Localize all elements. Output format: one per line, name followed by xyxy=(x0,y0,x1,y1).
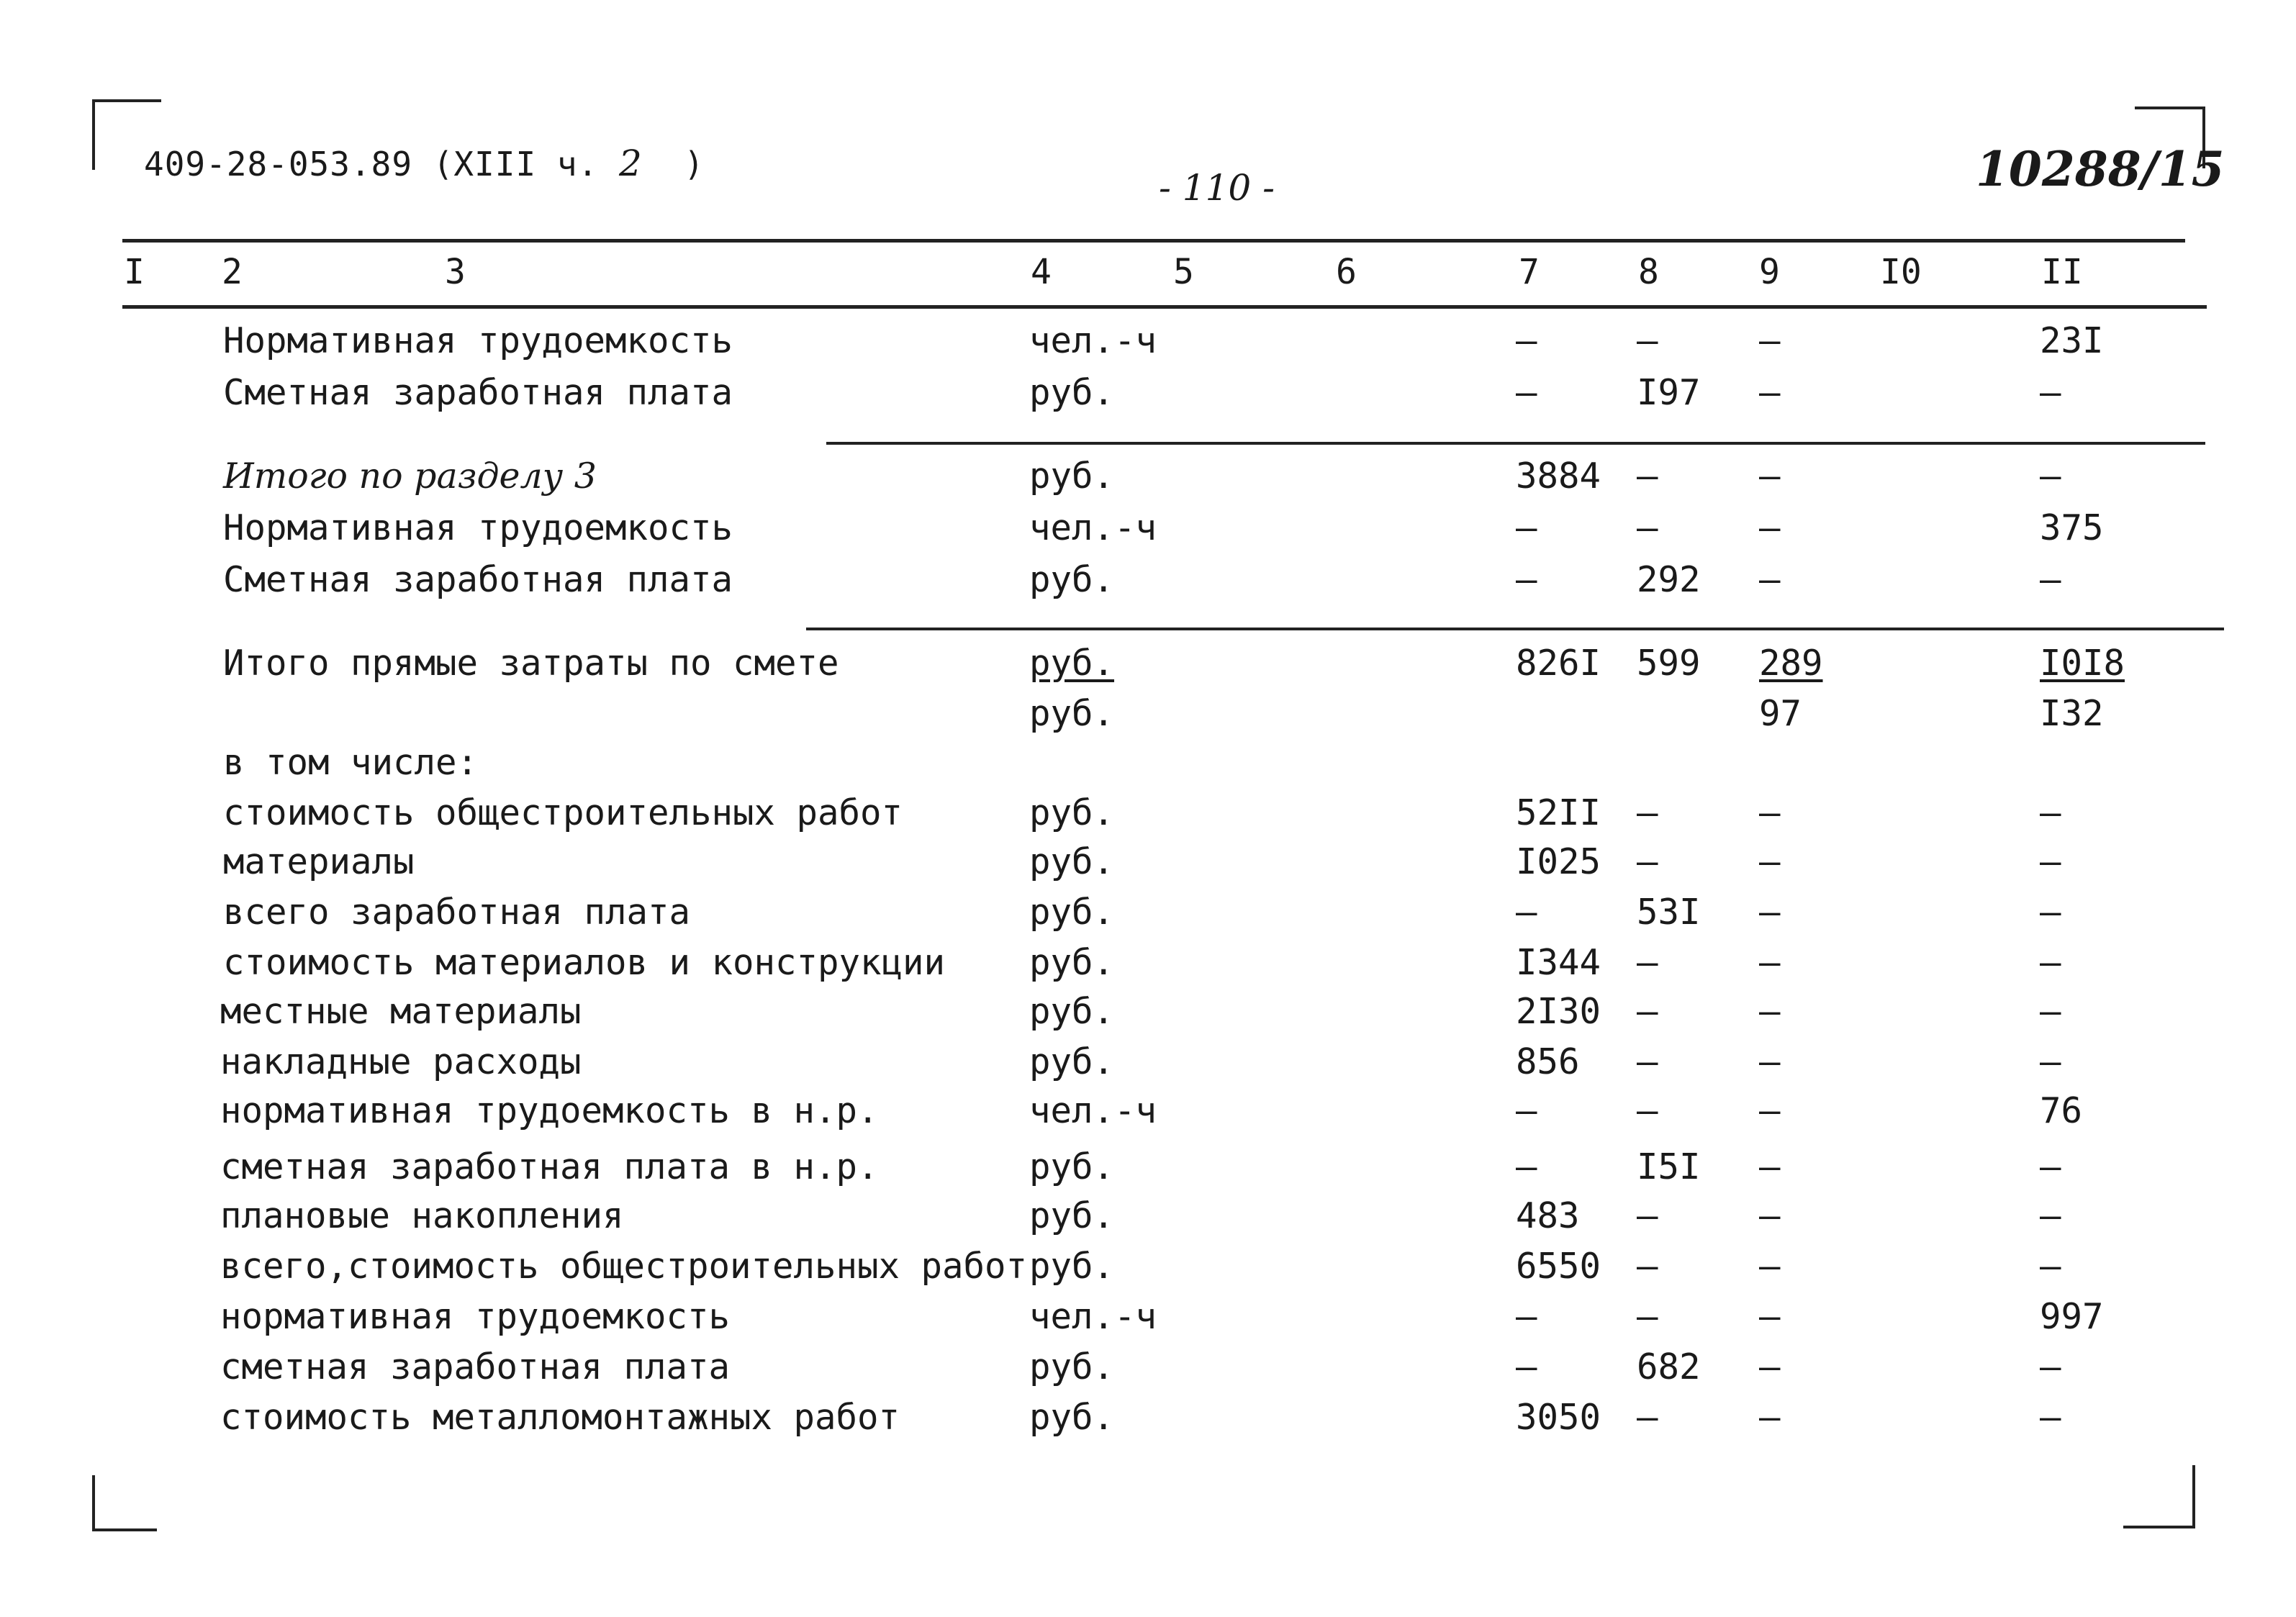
row-unit: руб. xyxy=(1029,892,1115,933)
sheet-reference: 10288/15 xyxy=(1976,141,2225,197)
row-col9: – xyxy=(1759,1246,1781,1287)
row-col7: 856 xyxy=(1516,1041,1580,1082)
row-unit: руб. xyxy=(1029,942,1115,983)
row-col11: – xyxy=(2040,1146,2061,1187)
document-part: 2 xyxy=(618,142,643,184)
row-name: всего заработная плата xyxy=(223,892,691,933)
row-col8: I5I xyxy=(1637,1146,1701,1187)
page-number: - 110 - xyxy=(1159,167,1275,209)
row-unit: руб. xyxy=(1029,1041,1115,1082)
column-heading-10: I0 xyxy=(1880,252,1922,292)
column-heading-7: 7 xyxy=(1519,252,1540,292)
row-col8: 53I xyxy=(1637,892,1701,933)
row-col7: 6550 xyxy=(1516,1246,1601,1287)
corner-mark-top-right xyxy=(2135,107,2205,109)
corner-mark-bottom-right-vertical xyxy=(2192,1465,2195,1527)
row-col7: – xyxy=(1516,507,1537,548)
row-col9: – xyxy=(1759,792,1781,833)
document-code-close: ) xyxy=(684,145,705,184)
row-name: стоимость металломонтажных работ xyxy=(220,1397,900,1438)
row-col9: – xyxy=(1759,892,1781,933)
row-col11: – xyxy=(2040,1246,2061,1287)
row-col7: – xyxy=(1516,1146,1537,1187)
row-col11: 76 xyxy=(2040,1090,2083,1131)
row-unit: руб. xyxy=(1029,991,1115,1032)
row-col7: – xyxy=(1516,1346,1537,1387)
row-col9: – xyxy=(1759,1397,1781,1438)
row-col11: – xyxy=(2040,372,2061,413)
row-col7: 2I30 xyxy=(1516,991,1601,1032)
row-name: материалы xyxy=(223,841,415,882)
row-unit: чел.-ч xyxy=(1029,1090,1157,1131)
row-name: Нормативная трудоемкость xyxy=(223,507,733,548)
row-col7: – xyxy=(1516,1090,1537,1131)
row-col8: – xyxy=(1637,507,1658,548)
row-col7: 3050 xyxy=(1516,1397,1601,1438)
row-col11: – xyxy=(2040,792,2061,833)
row-col7: – xyxy=(1516,372,1537,413)
header-top-rule xyxy=(122,239,2185,243)
row-col11: 997 xyxy=(2040,1296,2104,1337)
row-col9: – xyxy=(1759,991,1781,1032)
row-col7: I025 xyxy=(1516,841,1601,882)
row-col9: – xyxy=(1759,1090,1781,1131)
row-col9: – xyxy=(1759,1346,1781,1387)
row-unit: руб. xyxy=(1029,372,1115,413)
row-col8: – xyxy=(1637,942,1658,983)
row-col9: – xyxy=(1759,320,1781,361)
row-name: местные материалы xyxy=(220,991,582,1032)
row-col9: – xyxy=(1759,456,1781,497)
row-col11: – xyxy=(2040,559,2061,600)
row-unit: руб. xyxy=(1029,693,1115,734)
row-col7: – xyxy=(1516,559,1537,600)
row-col11: 375 xyxy=(2040,507,2104,548)
corner-mark-bottom-left xyxy=(92,1528,157,1531)
row-col9: – xyxy=(1759,507,1781,548)
row-name: плановые накопления xyxy=(220,1195,624,1236)
row-col9: – xyxy=(1759,1296,1781,1337)
row-col11: – xyxy=(2040,841,2061,882)
row-col8: – xyxy=(1637,1296,1658,1337)
row-name: Сметная заработная плата xyxy=(223,559,733,600)
column-heading-9: 9 xyxy=(1759,252,1780,292)
row-col8: – xyxy=(1637,991,1658,1032)
row-name: в том числе: xyxy=(223,742,479,783)
row-col9: – xyxy=(1759,1146,1781,1187)
row-unit: чел.-ч xyxy=(1029,320,1157,361)
row-col8: 682 xyxy=(1637,1346,1701,1387)
row-col8: – xyxy=(1637,1195,1658,1236)
row-unit: чел.-ч xyxy=(1029,507,1157,548)
column-heading-1: I xyxy=(124,252,145,292)
row-col11: – xyxy=(2040,1346,2061,1387)
row-col9: – xyxy=(1759,942,1781,983)
row-name: всего,стоимость общестроительных работ xyxy=(220,1246,1028,1287)
column-heading-11: II xyxy=(2041,252,2083,292)
row-col9: – xyxy=(1759,559,1781,600)
row-name: нормативная трудоемкость xyxy=(220,1296,731,1337)
row-col11: – xyxy=(2040,1195,2061,1236)
row-unit: руб. xyxy=(1029,1246,1115,1287)
row-col8: – xyxy=(1637,1397,1658,1438)
row-unit: руб. xyxy=(1029,1195,1115,1236)
row-col7: 483 xyxy=(1516,1195,1580,1236)
row-col11: 23I xyxy=(2040,320,2104,361)
row-col11: I0I8 xyxy=(2040,643,2125,684)
row-col7: – xyxy=(1516,320,1537,361)
row-col11: – xyxy=(2040,991,2061,1032)
row-col8: – xyxy=(1637,1246,1658,1287)
row-col7: – xyxy=(1516,1296,1537,1337)
row-col11: – xyxy=(2040,456,2061,497)
row-unit: руб. xyxy=(1029,1146,1115,1187)
row-col11: – xyxy=(2040,892,2061,933)
row-name: сметная заработная плата xyxy=(220,1346,731,1387)
row-col9: – xyxy=(1759,841,1781,882)
row-name: накладные расходы xyxy=(220,1041,582,1082)
section-rule-1 xyxy=(826,442,2205,445)
section-rule-2 xyxy=(806,628,2224,630)
row-col8: – xyxy=(1637,1041,1658,1082)
row-unit: руб. xyxy=(1029,1397,1115,1438)
row-col9: 289 xyxy=(1759,643,1823,684)
row-col11: – xyxy=(2040,942,2061,983)
row-col9: 97 xyxy=(1759,693,1802,734)
row-col8: – xyxy=(1637,1090,1658,1131)
row-col7: – xyxy=(1516,892,1537,933)
row-unit: руб. xyxy=(1029,792,1115,833)
column-heading-5: 5 xyxy=(1173,252,1194,292)
row-name: стоимость материалов и конструкции xyxy=(223,942,946,983)
row-name: Нормативная трудоемкость xyxy=(223,320,733,361)
row-name: Итого по разделу 3 xyxy=(223,456,597,497)
corner-mark-bottom-right xyxy=(2123,1526,2195,1528)
row-col8: – xyxy=(1637,792,1658,833)
row-col8: – xyxy=(1637,841,1658,882)
row-col11: – xyxy=(2040,1397,2061,1438)
row-col11: – xyxy=(2040,1041,2061,1082)
row-unit: руб. xyxy=(1029,841,1115,882)
row-unit: руб. xyxy=(1029,456,1115,497)
row-col8: I97 xyxy=(1637,372,1701,413)
row-col9: – xyxy=(1759,372,1781,413)
row-col7: 52II xyxy=(1516,792,1601,833)
column-heading-3: 3 xyxy=(445,252,466,292)
column-heading-4: 4 xyxy=(1031,252,1052,292)
row-name: Сметная заработная плата xyxy=(223,372,733,413)
column-heading-2: 2 xyxy=(222,252,243,292)
corner-mark-bottom-left-vertical xyxy=(92,1475,95,1530)
row-col7: 3884 xyxy=(1516,456,1601,497)
row-col9: – xyxy=(1759,1041,1781,1082)
row-col8: – xyxy=(1637,320,1658,361)
document-code xyxy=(144,142,705,184)
row-unit: руб. xyxy=(1029,1346,1115,1387)
row-unit: руб. xyxy=(1029,643,1115,684)
row-unit: руб. xyxy=(1029,559,1115,600)
row-col9: – xyxy=(1759,1195,1781,1236)
column-heading-8: 8 xyxy=(1638,252,1659,292)
row-name: сметная заработная плата в н.р. xyxy=(220,1146,879,1187)
column-heading-6: 6 xyxy=(1336,252,1357,292)
row-col7: 826I xyxy=(1516,643,1601,684)
corner-mark-top-left xyxy=(92,99,161,102)
row-name: стоимость общестроительных работ xyxy=(223,792,903,833)
row-col7: I344 xyxy=(1516,942,1601,983)
document-code-text: 409-28-053.89 (XIII ч. xyxy=(144,145,599,184)
row-unit: чел.-ч xyxy=(1029,1296,1157,1337)
corner-mark-top-left-vertical xyxy=(92,101,95,170)
row-name: нормативная трудоемкость в н.р. xyxy=(220,1090,879,1131)
row-col8: – xyxy=(1637,456,1658,497)
row-col11: I32 xyxy=(2040,693,2104,734)
row-name: Итого прямые затраты по смете xyxy=(223,643,839,684)
row-col8: 292 xyxy=(1637,559,1701,600)
row-col8: 599 xyxy=(1637,643,1701,684)
header-bottom-rule xyxy=(122,305,2207,309)
